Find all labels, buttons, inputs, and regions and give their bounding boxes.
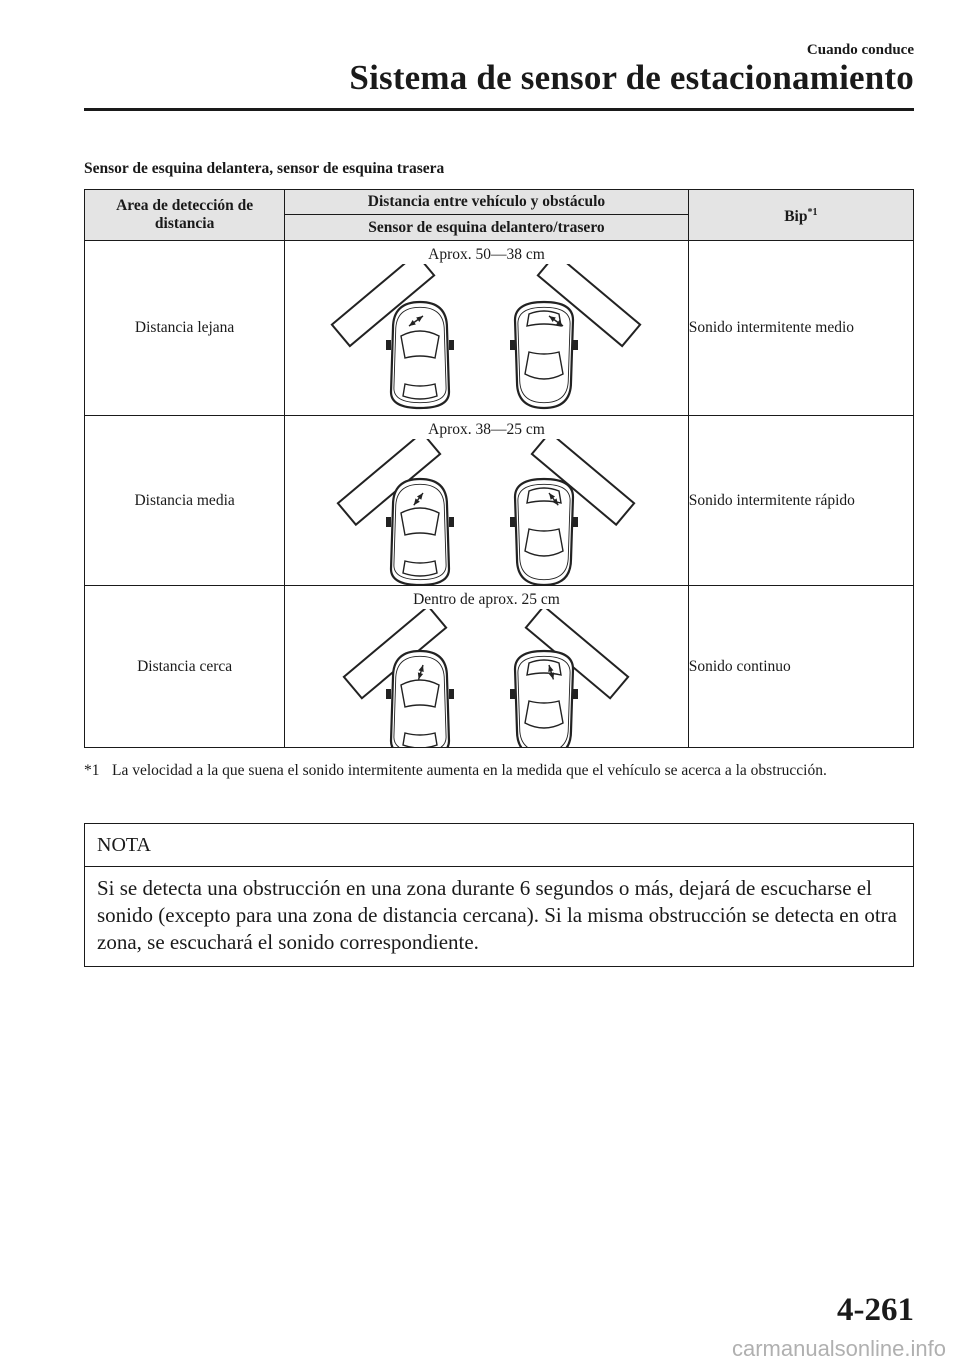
chapter-title: Cuando conduce (806, 42, 914, 58)
diagram-cell (285, 586, 688, 748)
distance-label: Aprox. 38―25 cm (428, 420, 545, 438)
area-cell: Distancia cerca (85, 586, 285, 748)
note-box (84, 823, 914, 967)
table-row (85, 586, 914, 748)
footnote (84, 760, 914, 781)
corner-sensor-diagram (321, 439, 651, 585)
watermark-logo: carmanualsonline.info (731, 1336, 946, 1361)
section-heading: Sensor de esquina delantera, sensor de esquina trasera (84, 160, 445, 177)
note-title: NOTA (85, 824, 913, 867)
footnote-marker: *1 (84, 762, 100, 779)
note-body: Si se detecta una obstrucción en una zona durante 6 segundos o más, dejará de escucharse el sonido (excepto para una zona de distancia cercana). Si la misma obstrucción se detecta en otra zona, se escuchará el sonido correspondiente. (97, 876, 897, 954)
diagram-cell (285, 241, 688, 416)
table-row (85, 241, 914, 416)
corner-sensor-diagram (321, 264, 651, 414)
distance-column-header: Distancia entre vehículo y obstáculo (285, 190, 688, 215)
header-divider (84, 108, 914, 111)
page-number: 4-261 (837, 1292, 914, 1328)
area-cell: Distancia lejana (85, 241, 285, 416)
diagram-cell (285, 416, 688, 586)
sensor-distance-table (84, 189, 914, 748)
car-rear-icon (510, 302, 578, 408)
bip-cell: Sonido intermitente medio (688, 241, 913, 416)
distance-label: Dentro de aprox. 25 cm (413, 590, 560, 608)
bip-cell: Sonido intermitente rápido (688, 416, 913, 586)
area-column-header: Area de detección de distancia (85, 190, 285, 241)
distance-column-subheader: Sensor de esquina delantero/trasero (285, 215, 688, 241)
car-front-icon (386, 651, 454, 747)
table-row (85, 416, 914, 586)
page-title: Sistema de sensor de estacionamiento (349, 58, 914, 97)
footnote-text: La velocidad a la que suena el sonido intermitente aumenta en la medida que el vehículo se acerca a la obstrucción. (112, 762, 827, 779)
bip-header-label: Bip (784, 208, 808, 226)
area-cell: Distancia media (85, 416, 285, 586)
bip-cell: Sonido continuo (688, 586, 913, 748)
distance-label: Aprox. 50―38 cm (428, 246, 545, 263)
car-rear-icon (510, 479, 578, 585)
bip-footnote-marker: *1 (807, 206, 818, 218)
bip-column-header (688, 190, 913, 241)
car-rear-icon (510, 651, 578, 747)
corner-sensor-diagram (321, 609, 651, 747)
